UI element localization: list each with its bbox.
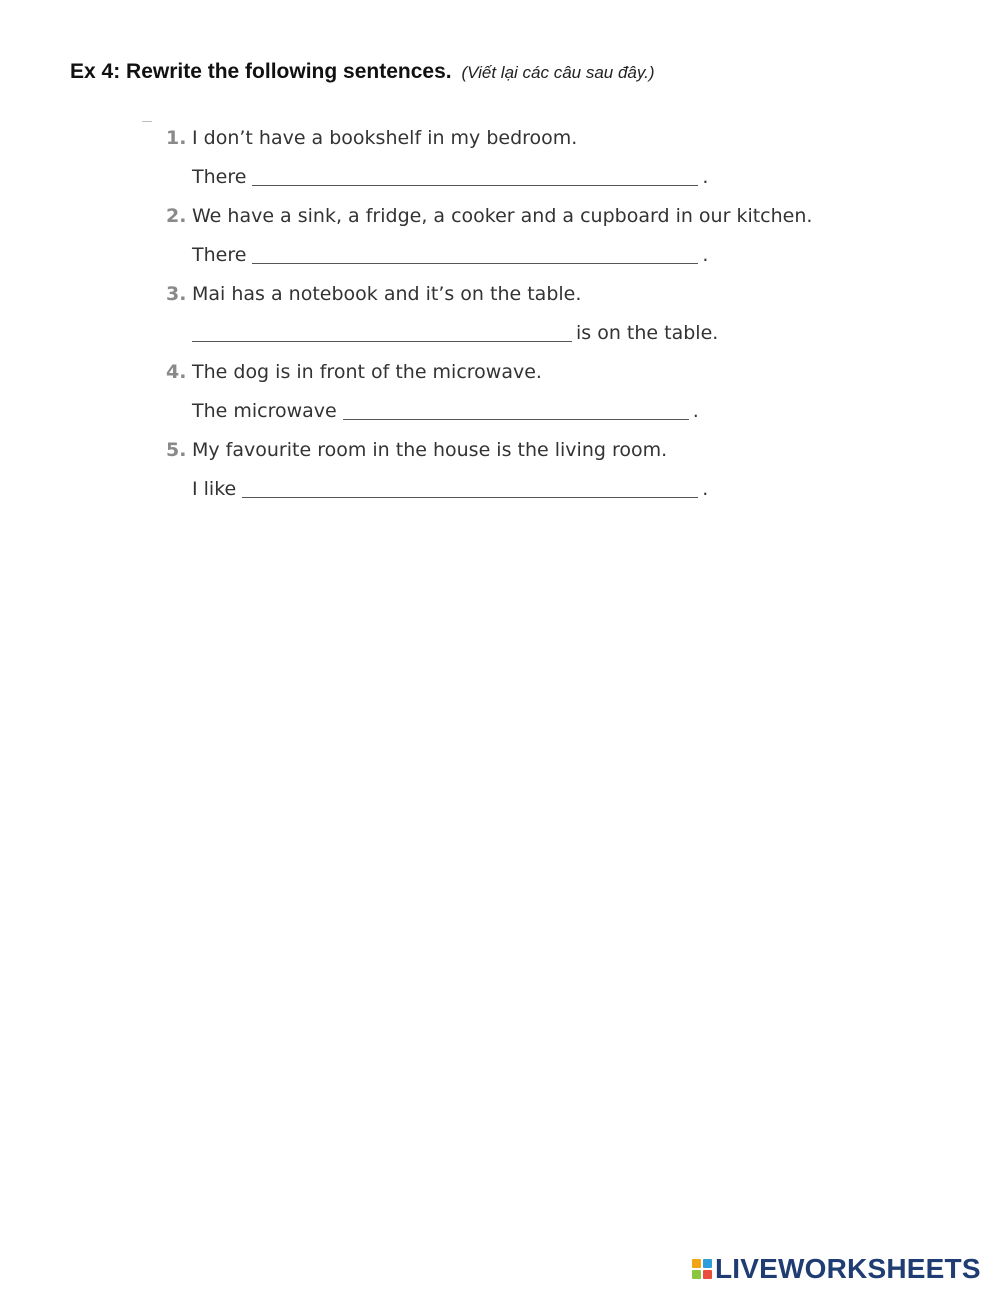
answer-line <box>166 395 886 434</box>
prompt-sentence: I don’t have a bookshelf in my bedroom. <box>192 127 578 149</box>
logo-square-i <box>703 1259 712 1268</box>
exercise-item-3 <box>166 278 886 356</box>
prompt-line <box>166 434 886 473</box>
answer-blank-1[interactable] <box>252 161 698 186</box>
prompt-line <box>166 122 886 161</box>
prompt-sentence: We have a sink, a fridge, a cooker and a cupboard in our kitchen. <box>192 205 813 227</box>
answer-suffix: . <box>702 478 709 500</box>
liveworksheets-logo <box>692 1254 981 1284</box>
answer-blank-5[interactable] <box>242 473 698 498</box>
answer-prefix: I like <box>192 478 237 500</box>
answer-prefix: There <box>192 244 247 266</box>
answer-blank-2[interactable] <box>252 239 698 264</box>
answer-line <box>166 317 886 356</box>
item-number: 4. <box>166 361 187 383</box>
prompt-line <box>166 278 886 317</box>
logo-square-e <box>703 1270 712 1279</box>
answer-line <box>166 161 886 200</box>
prompt-sentence: The dog is in front of the microwave. <box>192 361 542 383</box>
answer-suffix: . <box>702 244 709 266</box>
answer-prefix: The microwave <box>192 400 337 422</box>
item-number: 3. <box>166 283 187 305</box>
item-number: 5. <box>166 439 187 461</box>
prompt-line <box>166 200 886 239</box>
logo-text: LIVEWORKSHEETS <box>715 1253 981 1284</box>
prompt-sentence: Mai has a notebook and it’s on the table. <box>192 283 582 305</box>
answer-suffix: . <box>702 166 709 188</box>
exercise-item-1 <box>166 122 886 200</box>
logo-square-l <box>692 1259 701 1268</box>
item-number: 1. <box>166 127 187 149</box>
prompt-line <box>166 356 886 395</box>
exercise-item-2 <box>166 200 886 278</box>
prompt-sentence: My favourite room in the house is the living room. <box>192 439 668 461</box>
exercise-translation: (Viết lại các câu sau đây.) <box>461 63 655 82</box>
exercise-list <box>166 122 886 512</box>
answer-line <box>166 473 886 512</box>
answer-blank-3[interactable] <box>192 317 572 342</box>
item-number: 2. <box>166 205 187 227</box>
exercise-item-4 <box>166 356 886 434</box>
exercise-title: Ex 4: Rewrite the following sentences. <box>70 60 452 83</box>
exercise-heading <box>70 60 655 84</box>
answer-blank-4[interactable] <box>343 395 689 420</box>
logo-squares-icon <box>692 1259 712 1279</box>
logo-square-v <box>692 1270 701 1279</box>
answer-line <box>166 239 886 278</box>
answer-prefix: There <box>192 166 247 188</box>
answer-suffix: is on the table. <box>576 322 719 344</box>
exercise-item-5 <box>166 434 886 512</box>
decorative-dash <box>142 121 152 122</box>
answer-suffix: . <box>692 400 699 422</box>
